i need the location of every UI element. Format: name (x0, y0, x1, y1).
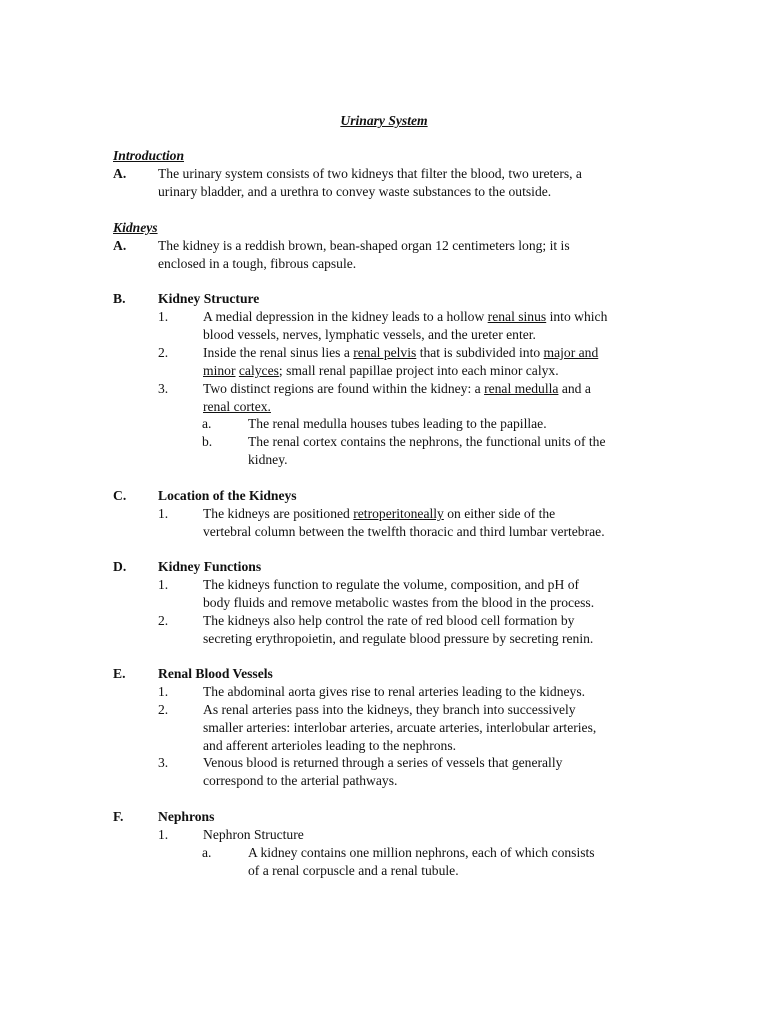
list-item-text: minor calyces; small renal papillae project into each minor calyx. (203, 363, 559, 378)
sublist-item-text: A kidney contains one million nephrons, each of which consists (248, 845, 595, 860)
kidneys-item-letter: A. (113, 238, 127, 253)
list-number: 2. (158, 345, 169, 360)
sublist-letter: a. (202, 416, 212, 431)
intro-item-text: The urinary system consists of two kidneys that filter the blood, two ureters, a (158, 166, 582, 181)
list-item-text: correspond to the arterial pathways. (203, 773, 398, 788)
key-term: calyces (238, 363, 279, 378)
outline-letter: E. (113, 666, 126, 681)
list-item-text: A medial depression in the kidney leads to a hollow renal sinus into which (203, 309, 608, 324)
intro-item-text: urinary bladder, and a urethra to convey waste substances to the outside. (158, 184, 552, 199)
intro-item-letter: A. (113, 166, 127, 181)
section-heading-kidneys: Kidneys (113, 220, 158, 235)
key-term: minor (203, 363, 236, 378)
list-number: 2. (158, 702, 169, 717)
page-title: Urinary System (340, 113, 428, 128)
key-term: renal pelvis (353, 345, 417, 360)
list-item-text: The kidneys also help control the rate of red blood cell formation by (203, 613, 575, 628)
subsection-title: Kidney Structure (158, 291, 260, 306)
kidneys-item-text: enclosed in a tough, fibrous capsule. (158, 256, 357, 271)
subsection-title: Kidney Functions (158, 559, 262, 574)
sublist-letter: b. (202, 434, 213, 449)
outline-letter: D. (113, 559, 127, 574)
list-item-text: The kidneys are positioned retroperitoneally on either side of the (203, 506, 556, 521)
list-item-text: Nephron Structure (203, 827, 304, 842)
list-item-text: The abdominal aorta gives rise to renal arteries leading to the kidneys. (203, 684, 586, 699)
list-number: 1. (158, 309, 169, 324)
list-number: 3. (158, 755, 169, 770)
sublist-item-text: kidney. (248, 452, 288, 467)
key-term: renal cortex. (203, 399, 271, 414)
subsection-title: Renal Blood Vessels (158, 666, 273, 681)
list-item-text: Inside the renal sinus lies a renal pelvis that is subdivided into major and (203, 345, 599, 360)
outline-letter: F. (113, 809, 124, 824)
outline-letter: C. (113, 488, 127, 503)
sublist-item-text: of a renal corpuscle and a renal tubule. (248, 863, 459, 878)
list-item-text: secreting erythropoietin, and regulate blood pressure by secreting renin. (203, 631, 594, 646)
list-number: 2. (158, 613, 169, 628)
list-item-text: and afferent arterioles leading to the nephrons. (203, 738, 457, 753)
list-item-text: Two distinct regions are found within the kidney: a renal medulla and a (203, 381, 591, 396)
subsection-title: Location of the Kidneys (158, 488, 297, 503)
list-item-text (203, 398, 271, 416)
list-item-text: body fluids and remove metabolic wastes from the blood in the process. (203, 595, 595, 610)
subsection-title: Nephrons (158, 809, 215, 824)
key-term: renal sinus (487, 309, 547, 324)
key-term: renal medulla (484, 381, 559, 396)
list-item-text: The kidneys function to regulate the volume, composition, and pH of (203, 577, 580, 592)
sublist-letter: a. (202, 845, 212, 860)
kidneys-item-text: The kidney is a reddish brown, bean-shaped organ 12 centimeters long; it is (158, 238, 570, 253)
list-item-text: Venous blood is returned through a series of vessels that generally (203, 755, 563, 770)
list-item-text: blood vessels, nerves, lymphatic vessels, and the ureter enter. (203, 327, 536, 342)
sublist-item-text: The renal medulla houses tubes leading to the papillae. (248, 416, 547, 431)
sublist-item-text: The renal cortex contains the nephrons, the functional units of the (248, 434, 606, 449)
list-item-text: vertebral column between the twelfth thoracic and third lumbar vertebrae. (203, 524, 605, 539)
list-number: 1. (158, 684, 169, 699)
section-heading-introduction: Introduction (113, 148, 185, 163)
list-number: 1. (158, 577, 169, 592)
outline-letter: B. (113, 291, 126, 306)
key-term: retroperitoneally (353, 506, 444, 521)
list-item-text: As renal arteries pass into the kidneys, they branch into successively (203, 702, 576, 717)
list-number: 1. (158, 506, 169, 521)
key-term: major and (543, 345, 599, 360)
list-item-text: smaller arteries: interlobar arteries, arcuate arteries, interlobular arteries, (203, 720, 597, 735)
list-number: 1. (158, 827, 169, 842)
list-number: 3. (158, 381, 169, 396)
